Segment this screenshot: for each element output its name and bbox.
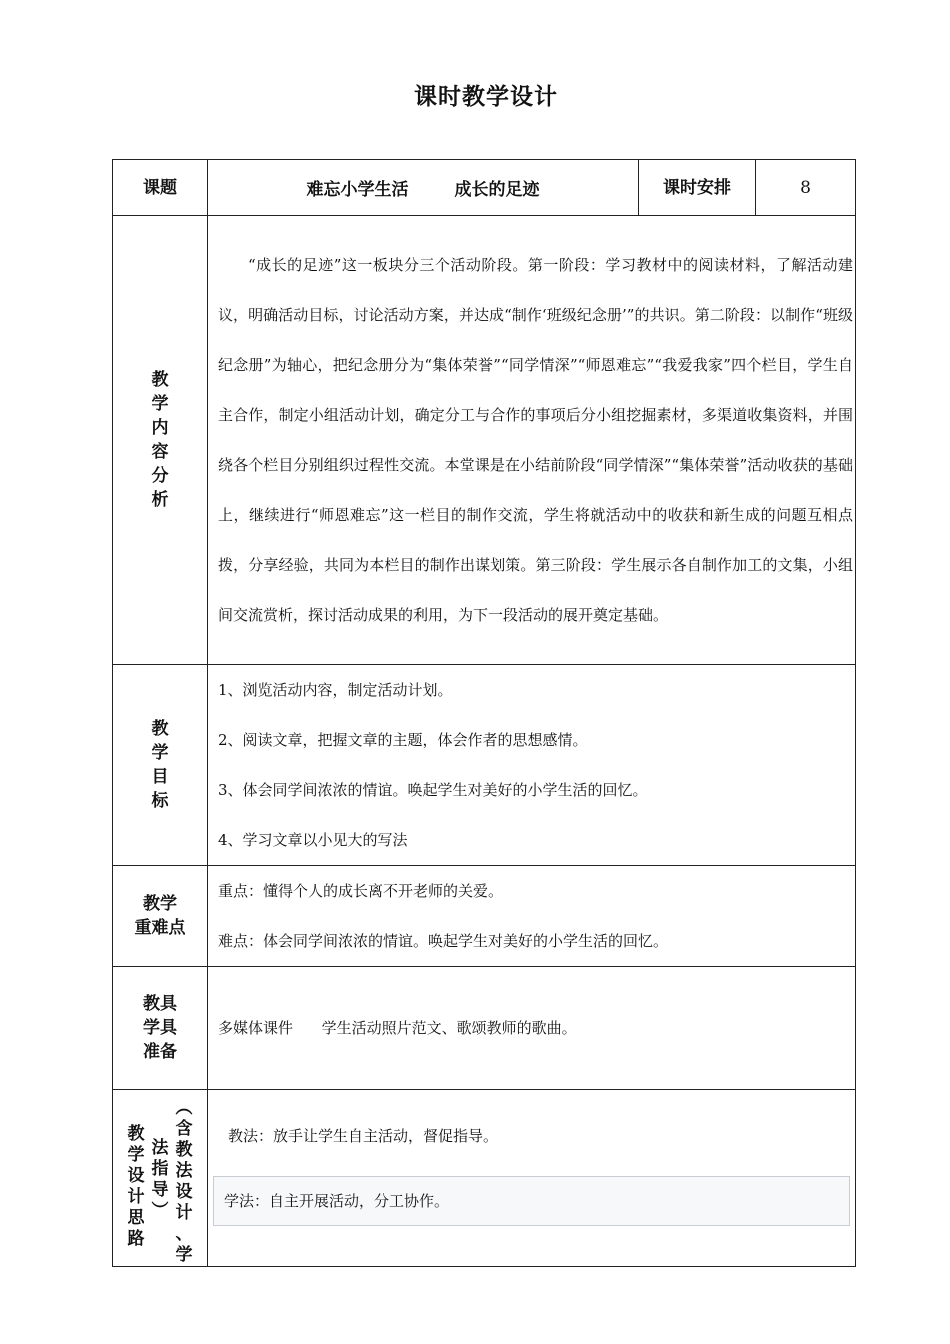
goal-item: 2、阅读文章，把握文章的主题，体会作者的思想感情。 bbox=[218, 731, 588, 749]
schedule-label: 课时安排 bbox=[639, 160, 756, 216]
design-label-col3: ︵ 含 教 法 设 计 、 学 bbox=[175, 1098, 193, 1265]
keypoints-label: 教学 重难点 bbox=[113, 866, 208, 967]
tools-row bbox=[113, 967, 856, 1090]
design-content bbox=[208, 1090, 856, 1267]
analysis-row bbox=[113, 216, 856, 665]
key-point: 重点：懂得个人的成长离不开老师的关爱。 bbox=[218, 882, 504, 900]
lesson-plan-table bbox=[112, 159, 856, 1267]
goal-item: 3、体会同学间浓浓的情谊。唤起学生对美好的小学生活的回忆。 bbox=[218, 781, 648, 799]
goal-item: 4、学习文章以小见大的写法 bbox=[218, 831, 408, 849]
goals-label: 教 学 目 标 bbox=[113, 665, 208, 866]
schedule-value: 8 bbox=[756, 160, 856, 216]
teaching-method: 教法：放手让学生自主活动，督促指导。 bbox=[228, 1127, 499, 1145]
document-title: 课时教学设计 bbox=[414, 83, 558, 110]
difficult-point: 难点：体会同学间浓浓的情谊。唤起学生对美好的小学生活的回忆。 bbox=[218, 932, 669, 950]
goals-list bbox=[208, 665, 856, 866]
tools-label: 教具 学具 准备 bbox=[113, 967, 208, 1090]
design-label-col2: 法 指 导 ︶ bbox=[151, 1138, 169, 1221]
design-row bbox=[113, 1090, 856, 1267]
topic-row bbox=[113, 160, 856, 216]
learning-method: 学法：自主开展活动，分工协作。 bbox=[213, 1176, 850, 1226]
keypoints-row bbox=[113, 866, 856, 967]
keypoints-text bbox=[208, 866, 856, 967]
topic-part2: 成长的足迹 bbox=[454, 180, 540, 200]
goals-row bbox=[113, 665, 856, 866]
design-label-col1: 教 学 设 计 思 路 bbox=[127, 1124, 145, 1249]
topic-part1: 难忘小学生活 bbox=[306, 180, 409, 200]
topic-label: 课题 bbox=[113, 160, 208, 216]
design-label bbox=[113, 1090, 208, 1267]
analysis-text: “成长的足迹”这一板块分三个活动阶段。第一阶段：学习教材中的阅读材料，了解活动建议，明确活动目标，讨论活动方案，并达成“制作‘班级纪念册’”的共识。第二阶段：以制作“班级纪念册”为轴心，把纪念册分为“集体荣誉”“同学情深”“师恩难忘”“我爱我家”四个栏目，学生自主合作，制定小组活动计划，确定分工与合作的事项后分小组挖掘素材，多渠道收集资料，并围绕各个栏目分别组织过程性交流。本堂课是在小结前阶段“同学情深”“集体荣誉”活动收获的基础上，继续进行“师恩难忘”这一栏目的制作交流，学生将就活动中的收获和新生成的问题互相点拨，分享经验，共同为本栏目的制作出谋划策。第三阶段：学生展示各自制作加工的文集，小组间交流赏析，探讨活动成果的利用，为下一段活动的展开奠定基础。 bbox=[208, 216, 856, 665]
tools-text: 多媒体课件 学生活动照片范文、歌颂教师的歌曲。 bbox=[208, 967, 856, 1090]
topic-value bbox=[208, 160, 639, 216]
analysis-label: 教 学 内 容 分 析 bbox=[113, 216, 208, 665]
goal-item: 1、浏览活动内容，制定活动计划。 bbox=[218, 681, 453, 699]
